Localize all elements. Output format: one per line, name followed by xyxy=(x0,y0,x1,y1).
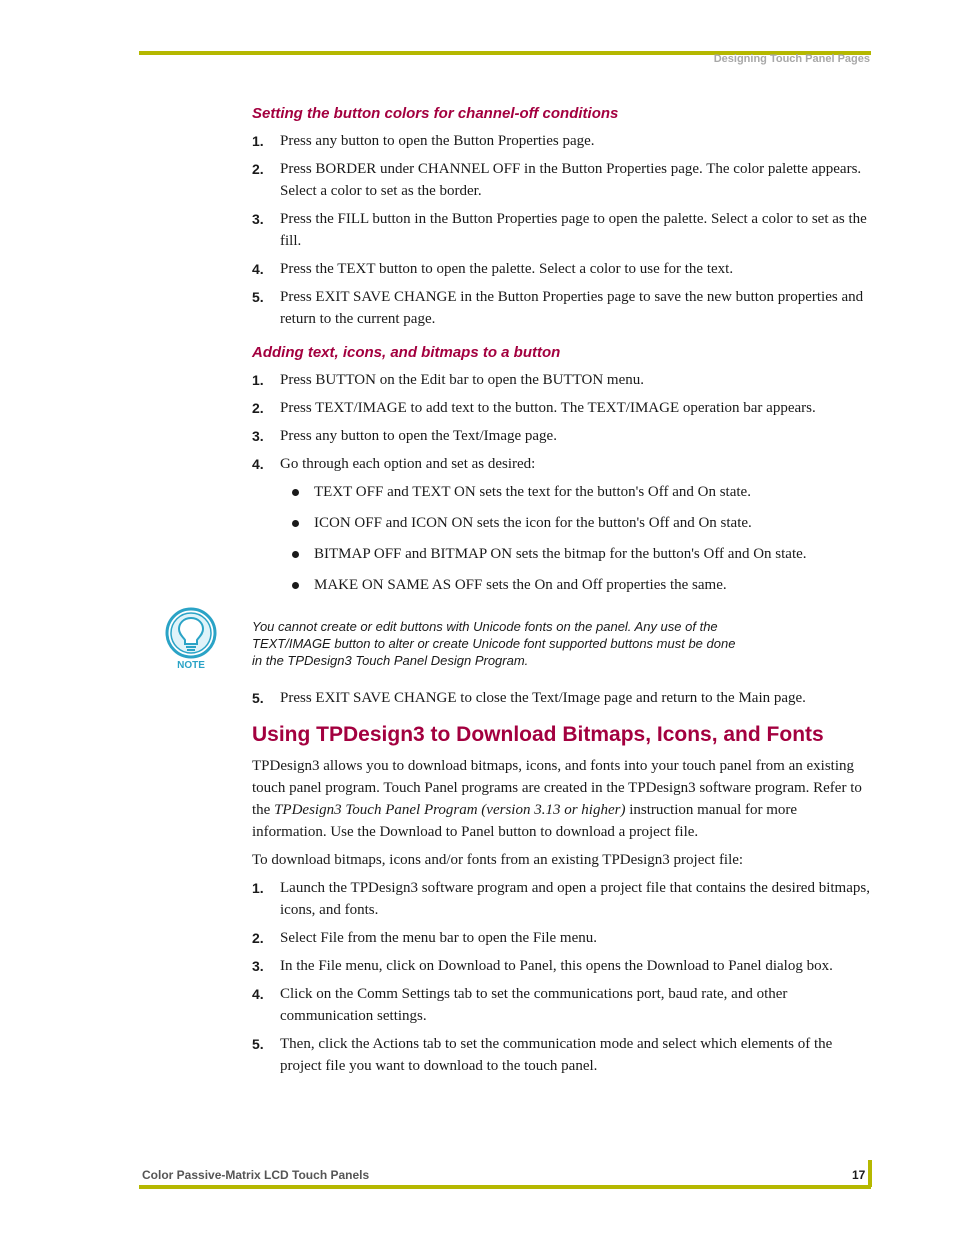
manual-title: TPDesign3 Touch Panel Program (version 3.13 or higher) xyxy=(274,802,626,818)
bullet-icon xyxy=(292,489,299,496)
step-text: In the File menu, click on Download to Panel, this opens the Download to Panel dialog box. xyxy=(280,958,833,974)
step-text: Press EXIT SAVE CHANGE in the Button Properties page to save the new button properties and return to the current page. xyxy=(280,289,864,327)
bullet-item xyxy=(252,481,872,503)
step-number: 1. xyxy=(252,880,264,896)
step-text: Press any button to open the Button Properties page. xyxy=(280,133,595,149)
step-number: 5. xyxy=(252,690,264,706)
step-number: 4. xyxy=(252,261,264,277)
section-title-adding-text: Adding text, icons, and bitmaps to a button xyxy=(252,344,561,361)
page-content xyxy=(177,105,872,1083)
bullet-item xyxy=(252,512,872,534)
bullet-icon xyxy=(292,520,299,527)
list-item xyxy=(252,369,872,391)
step-number: 2. xyxy=(252,930,264,946)
list-item xyxy=(252,453,872,475)
step-text: Click on the Comm Settings tab to set the communications port, baud rate, and other communication settings. xyxy=(280,986,788,1024)
step-text: Press the TEXT button to open the palette. Select a color to use for the text. xyxy=(280,261,734,277)
lead-in-paragraph: To download bitmaps, icons and/or fonts from an existing TPDesign3 project file: xyxy=(252,852,744,868)
bullet-item xyxy=(252,543,872,565)
step-number: 5. xyxy=(252,289,264,305)
step-number: 1. xyxy=(252,133,264,149)
step-number: 5. xyxy=(252,1036,264,1052)
adding-text-final-step xyxy=(252,687,872,709)
bullet-text: ICON OFF and ICON ON sets the icon for the button's Off and On state. xyxy=(314,515,752,531)
list-item xyxy=(252,425,872,447)
bullet-icon xyxy=(292,582,299,589)
page-number: 17 xyxy=(852,1168,866,1182)
step-text: Press BORDER under CHANNEL OFF in the Button Properties page. The color palette appears. Select a color to set as the border. xyxy=(280,161,862,199)
lightbulb-note-icon xyxy=(164,606,218,670)
step-text: Press any button to open the Text/Image page. xyxy=(280,428,557,444)
list-item xyxy=(252,286,872,330)
step-number: 2. xyxy=(252,161,264,177)
list-item xyxy=(252,877,872,921)
note-icon-label: NOTE xyxy=(177,660,205,670)
step-text: Press BUTTON on the Edit bar to open the BUTTON menu. xyxy=(280,372,644,388)
intro-text-b: instruction manual for more information. Use the Download to Panel button to download a project file. xyxy=(252,802,798,840)
step-text: Press the FILL button in the Button Properties page to open the palette. Select a color to set as the fill. xyxy=(280,211,867,249)
section-title-button-colors: Setting the button colors for channel-off conditions xyxy=(252,105,619,122)
footer-accent-bar xyxy=(868,1160,872,1187)
note-callout xyxy=(177,618,872,670)
bullet-item xyxy=(252,574,872,596)
step-number: 3. xyxy=(252,958,264,974)
footer-rule xyxy=(139,1185,871,1189)
step-text: Select File from the menu bar to open the File menu. xyxy=(280,930,598,946)
intro-paragraph xyxy=(252,755,872,843)
bullet-icon xyxy=(292,551,299,558)
running-head: Designing Touch Panel Pages xyxy=(713,53,870,65)
footer-title: Color Passive-Matrix LCD Touch Panels xyxy=(142,1168,370,1182)
step-number: 4. xyxy=(252,456,264,472)
list-item xyxy=(252,927,872,949)
list-item xyxy=(252,955,872,977)
step-number: 3. xyxy=(252,428,264,444)
adding-text-steps xyxy=(252,369,872,475)
list-item xyxy=(252,397,872,419)
download-steps xyxy=(252,877,872,1077)
list-item xyxy=(252,687,872,709)
step-text: Press TEXT/IMAGE to add text to the button. The TEXT/IMAGE operation bar appears. xyxy=(280,400,816,416)
note-line: You cannot create or edit buttons with Unicode fonts on the panel. Any use of the xyxy=(252,619,718,634)
bullet-text: MAKE ON SAME AS OFF sets the On and Off properties the same. xyxy=(314,577,727,593)
step-text: Press EXIT SAVE CHANGE to close the Text/Image page and return to the Main page. xyxy=(280,690,806,706)
button-colors-steps xyxy=(252,130,872,330)
step-text: Launch the TPDesign3 software program and open a project file that contains the desired bitmaps, icons, and fonts. xyxy=(280,880,870,918)
step-number: 1. xyxy=(252,372,264,388)
list-item xyxy=(252,258,872,280)
list-item xyxy=(252,983,872,1027)
note-line: TEXT/IMAGE button to alter or create Unicode font supported buttons must be done xyxy=(252,636,736,651)
step-number: 4. xyxy=(252,986,264,1002)
list-item xyxy=(252,1033,872,1077)
step-text: Go through each option and set as desired: xyxy=(280,456,536,472)
note-text xyxy=(252,618,782,669)
list-item xyxy=(252,158,872,202)
intro-text-a: TPDesign3 allows you to download bitmaps, icons, and fonts into your touch panel from an existing touch panel program. Touch Panel programs are created in the TPDesign3 software program. Refer to the xyxy=(252,758,862,818)
bullet-text: BITMAP OFF and BITMAP ON sets the bitmap for the button's Off and On state. xyxy=(314,546,807,562)
step-number: 3. xyxy=(252,211,264,227)
option-bullets xyxy=(252,481,872,596)
section-heading-download: Using TPDesign3 to Download Bitmaps, Icons, and Fonts xyxy=(252,723,824,746)
list-item xyxy=(252,208,872,252)
step-number: 2. xyxy=(252,400,264,416)
bullet-text: TEXT OFF and TEXT ON sets the text for the button's Off and On state. xyxy=(314,484,751,500)
note-line: in the TPDesign3 Touch Panel Design Program. xyxy=(252,653,529,668)
list-item xyxy=(252,130,872,152)
step-text: Then, click the Actions tab to set the communication mode and select which elements of the project file you want to download to the touch panel. xyxy=(280,1036,833,1074)
